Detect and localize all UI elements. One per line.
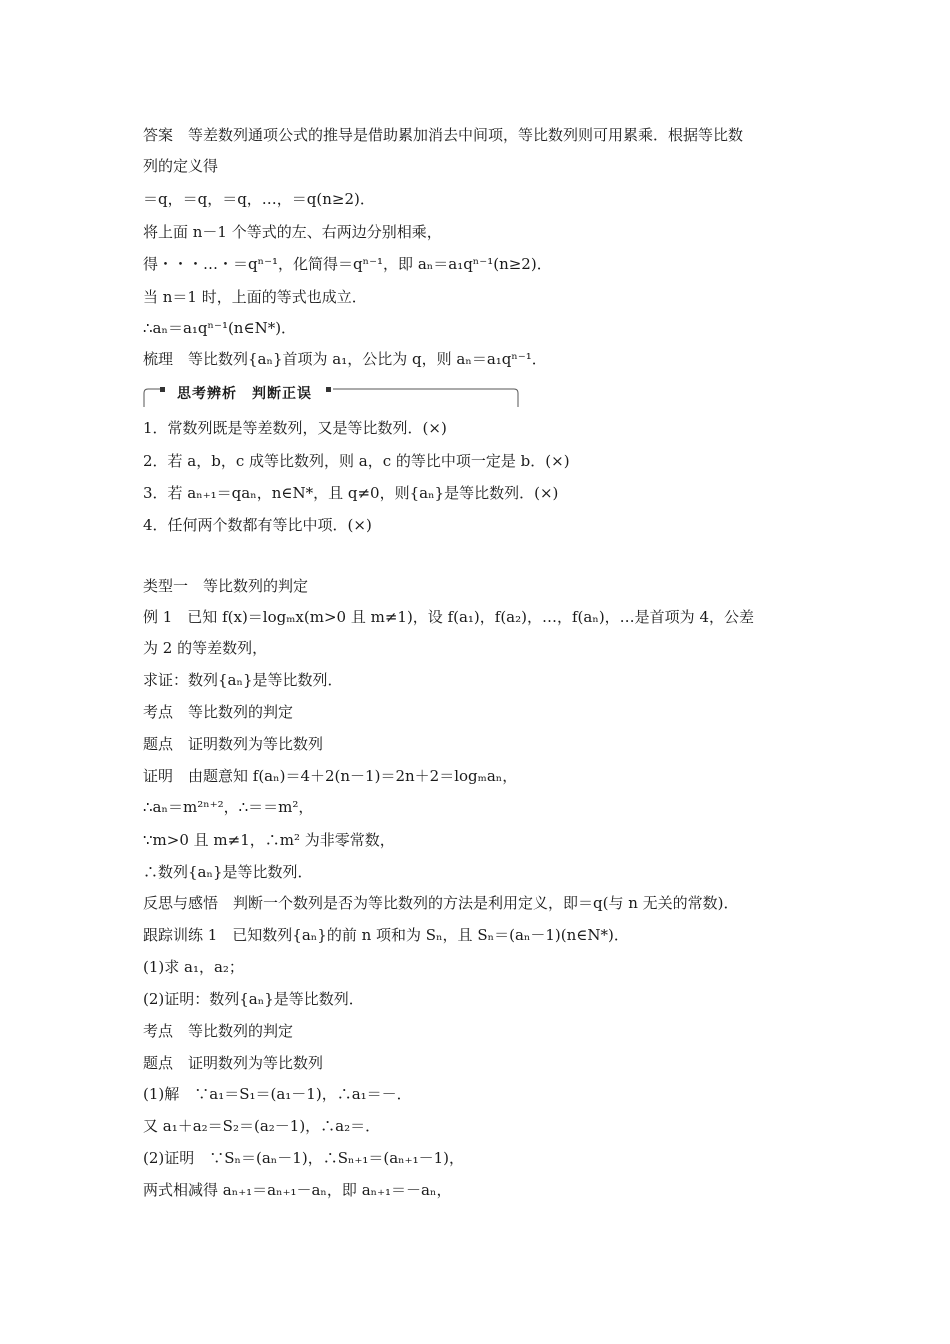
- type-heading: 类型一 等比数列的判定: [143, 577, 309, 595]
- answer-line-2: 列的定义得: [143, 157, 219, 175]
- summary-line: 梳理 等比数列{aₙ}首项为 a₁，公比为 q，则 aₙ＝a₁qⁿ⁻¹．: [143, 350, 547, 368]
- example-1-topic: 考点 等比数列的判定: [143, 703, 294, 721]
- proof-line-2: ∴aₙ＝m²ⁿ⁺²，∴＝＝m²，: [143, 798, 314, 816]
- n-equals-1-case: 当 n＝1 时，上面的等式也成立．: [143, 288, 367, 306]
- practice-1-topic: 考点 等比数列的判定: [143, 1022, 294, 1040]
- proof-line-3: ∵m>0 且 m≠1，∴m² 为非零常数，: [143, 831, 395, 849]
- example-1-subtopic: 题点 证明数列为等比数列: [143, 735, 324, 753]
- solution-line-1: (1)解 ∵a₁＝S₁＝(a₁－1)，∴a₁＝－．: [143, 1085, 412, 1103]
- example-1-line-2: 为 2 的等差数列，: [143, 639, 268, 657]
- reflection-line: 反思与感悟 判断一个数列是否为等比数列的方法是利用定义，即＝q(与 n 无关的常数)．: [143, 894, 739, 912]
- banner-right-mark: [326, 387, 331, 392]
- proof-line-1: 证明 由题意知 f(aₙ)＝4＋2(n－1)＝2n＋2＝logₘaₙ，: [143, 767, 518, 785]
- practice-1-subtopic: 题点 证明数列为等比数列: [143, 1054, 324, 1072]
- proof-conclusion: ∴数列{aₙ}是等比数列．: [143, 863, 313, 881]
- example-1-prove: 求证：数列{aₙ}是等比数列．: [143, 671, 343, 689]
- judgement-item-1: 1．常数列既是等差数列，又是等比数列．(×): [143, 419, 447, 437]
- ratio-equations: ＝q，＝q，＝q，…，＝q(n≥2)．: [143, 190, 375, 208]
- practice-1-line: 跟踪训练 1 已知数列{aₙ}的前 n 项和为 Sₙ，且 Sₙ＝(aₙ－1)(n∈N*)．: [143, 926, 629, 944]
- multiply-step: 将上面 n－1 个等式的左、右两边分别相乘，: [143, 223, 442, 241]
- answer-line-1: 答案 等差数列通项公式的推导是借助累加消去中间项，等比数列则可用累乘．根据等比数: [143, 126, 744, 144]
- proof-2-line-2: 两式相减得 aₙ₊₁＝aₙ₊₁－aₙ，即 aₙ₊₁＝－aₙ，: [143, 1181, 452, 1199]
- proof-2-line-1: (2)证明 ∵Sₙ＝(aₙ－1)，∴Sₙ₊₁＝(aₙ₊₁－1)，: [143, 1149, 464, 1167]
- solution-line-2: 又 a₁＋a₂＝S₂＝(a₂－1)，∴a₂＝．: [143, 1117, 381, 1135]
- example-1-line-1: 例 1 已知 f(x)＝logₘx(m>0 且 m≠1)，设 f(a₁)，f(a₂)，…，f(aₙ)，…是首项为 4，公差: [143, 608, 754, 626]
- general-term-formula: ∴aₙ＝a₁qⁿ⁻¹(n∈N*)．: [143, 319, 297, 337]
- judgement-item-2: 2．若 a，b，c 成等比数列，则 a，c 的等比中项一定是 b．(×): [143, 452, 570, 470]
- practice-1-part-1: (1)求 a₁，a₂；: [143, 958, 244, 976]
- product-result: 得・・・…・＝qⁿ⁻¹，化简得＝qⁿ⁻¹，即 aₙ＝a₁qⁿ⁻¹(n≥2)．: [143, 255, 552, 273]
- practice-1-part-2: (2)证明：数列{aₙ}是等比数列．: [143, 990, 364, 1008]
- judgement-item-4: 4．任何两个数都有等比中项．(×): [143, 516, 372, 534]
- section-banner: [143, 384, 519, 408]
- banner-left-mark: [160, 387, 165, 392]
- judgement-item-3: 3．若 aₙ₊₁＝qaₙ，n∈N*，且 q≠0，则{aₙ}是等比数列．(×): [143, 484, 559, 502]
- banner-title: 思考辨析 判断正误: [173, 385, 316, 403]
